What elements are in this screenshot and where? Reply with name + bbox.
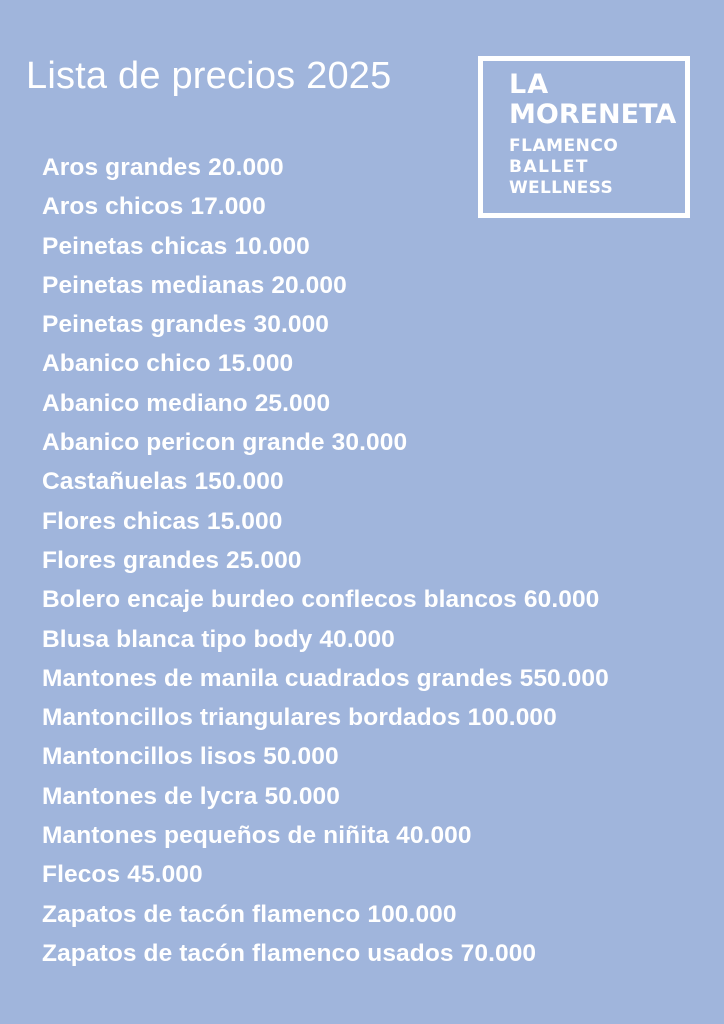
price-list-item	[42, 187, 609, 226]
item-price: 40.000	[396, 822, 472, 850]
item-name: Flecos	[42, 861, 121, 889]
item-price: 30.000	[253, 311, 330, 339]
item-price: 70.000	[460, 939, 537, 967]
price-list-item	[42, 541, 609, 580]
item-price: 50.000	[263, 743, 339, 771]
price-list-item	[42, 344, 609, 383]
price-list-item	[42, 580, 609, 619]
price-list	[42, 148, 609, 973]
price-list-item	[42, 384, 609, 423]
item-name: Mantoncillos triangulares bordados	[42, 704, 461, 732]
price-list-item	[42, 895, 609, 934]
logo-text-ballet: BALLET	[509, 157, 589, 177]
item-name: Zapatos de tacón flamenco usados	[42, 939, 454, 967]
price-list-item	[42, 777, 609, 816]
price-list-item	[42, 934, 609, 973]
page-title: Lista de precios 2025	[26, 55, 392, 97]
item-name: Mantones de manila cuadrados grandes	[42, 664, 513, 692]
item-price: 30.000	[331, 429, 408, 457]
price-list-item	[42, 502, 609, 541]
item-name: Zapatos de tacón flamenco	[42, 900, 361, 928]
price-list-item	[42, 737, 609, 776]
item-price: 25.000	[254, 389, 331, 417]
item-price: 550.000	[519, 664, 609, 692]
item-name: Peinetas chicas	[42, 232, 228, 260]
item-price: 50.000	[264, 782, 341, 810]
item-name: Abanico mediano	[42, 389, 248, 417]
item-name: Mantones de lycra	[42, 782, 258, 810]
item-price: 100.000	[367, 900, 457, 928]
item-price: 40.000	[319, 625, 395, 653]
item-price: 25.000	[226, 546, 302, 574]
item-price: 20.000	[208, 154, 284, 181]
item-price: 60.000	[523, 586, 600, 614]
item-name: Peinetas medianas	[42, 271, 265, 299]
item-name: Aros grandes	[42, 154, 202, 181]
item-name: Flores chicas	[42, 507, 200, 535]
item-name: Mantoncillos lisos	[42, 743, 257, 771]
item-name: Flores grandes	[42, 546, 220, 574]
item-name: Peinetas grandes	[42, 311, 247, 339]
price-list-item	[42, 462, 609, 501]
item-price: 45.000	[127, 861, 203, 889]
item-price: 100.000	[467, 704, 557, 732]
item-price: 15.000	[206, 507, 283, 535]
price-list-item	[42, 266, 609, 305]
item-price: 150.000	[194, 468, 284, 496]
item-name: Abanico pericon grande	[42, 429, 325, 457]
price-list-item	[42, 659, 609, 698]
item-price: 15.000	[217, 350, 294, 378]
item-price: 10.000	[234, 232, 310, 260]
item-name: Mantones pequeños de niñita	[42, 822, 390, 850]
logo-text-la: LA	[509, 69, 550, 100]
price-list-item	[42, 855, 609, 894]
item-name: Castañuelas	[42, 468, 188, 496]
price-list-item	[42, 148, 609, 187]
price-list-item	[42, 227, 609, 266]
price-list-item	[42, 816, 609, 855]
item-name: Abanico chico	[42, 350, 211, 378]
price-list-item	[42, 305, 609, 344]
item-name: Bolero encaje burdeo conflecos blancos	[42, 586, 517, 614]
item-name: Aros chicos	[42, 193, 184, 221]
price-list-item	[42, 423, 609, 462]
item-price: 20.000	[271, 271, 347, 299]
price-list-item	[42, 698, 609, 737]
price-list-item	[42, 620, 609, 659]
logo-text-wellness: WELLNESS	[509, 178, 613, 198]
item-price: 17.000	[190, 193, 266, 221]
logo-text-moreneta: MORENETA	[509, 99, 677, 130]
item-name: Blusa blanca tipo body	[42, 625, 313, 653]
logo-text-flamenco: FLAMENCO	[509, 136, 619, 156]
